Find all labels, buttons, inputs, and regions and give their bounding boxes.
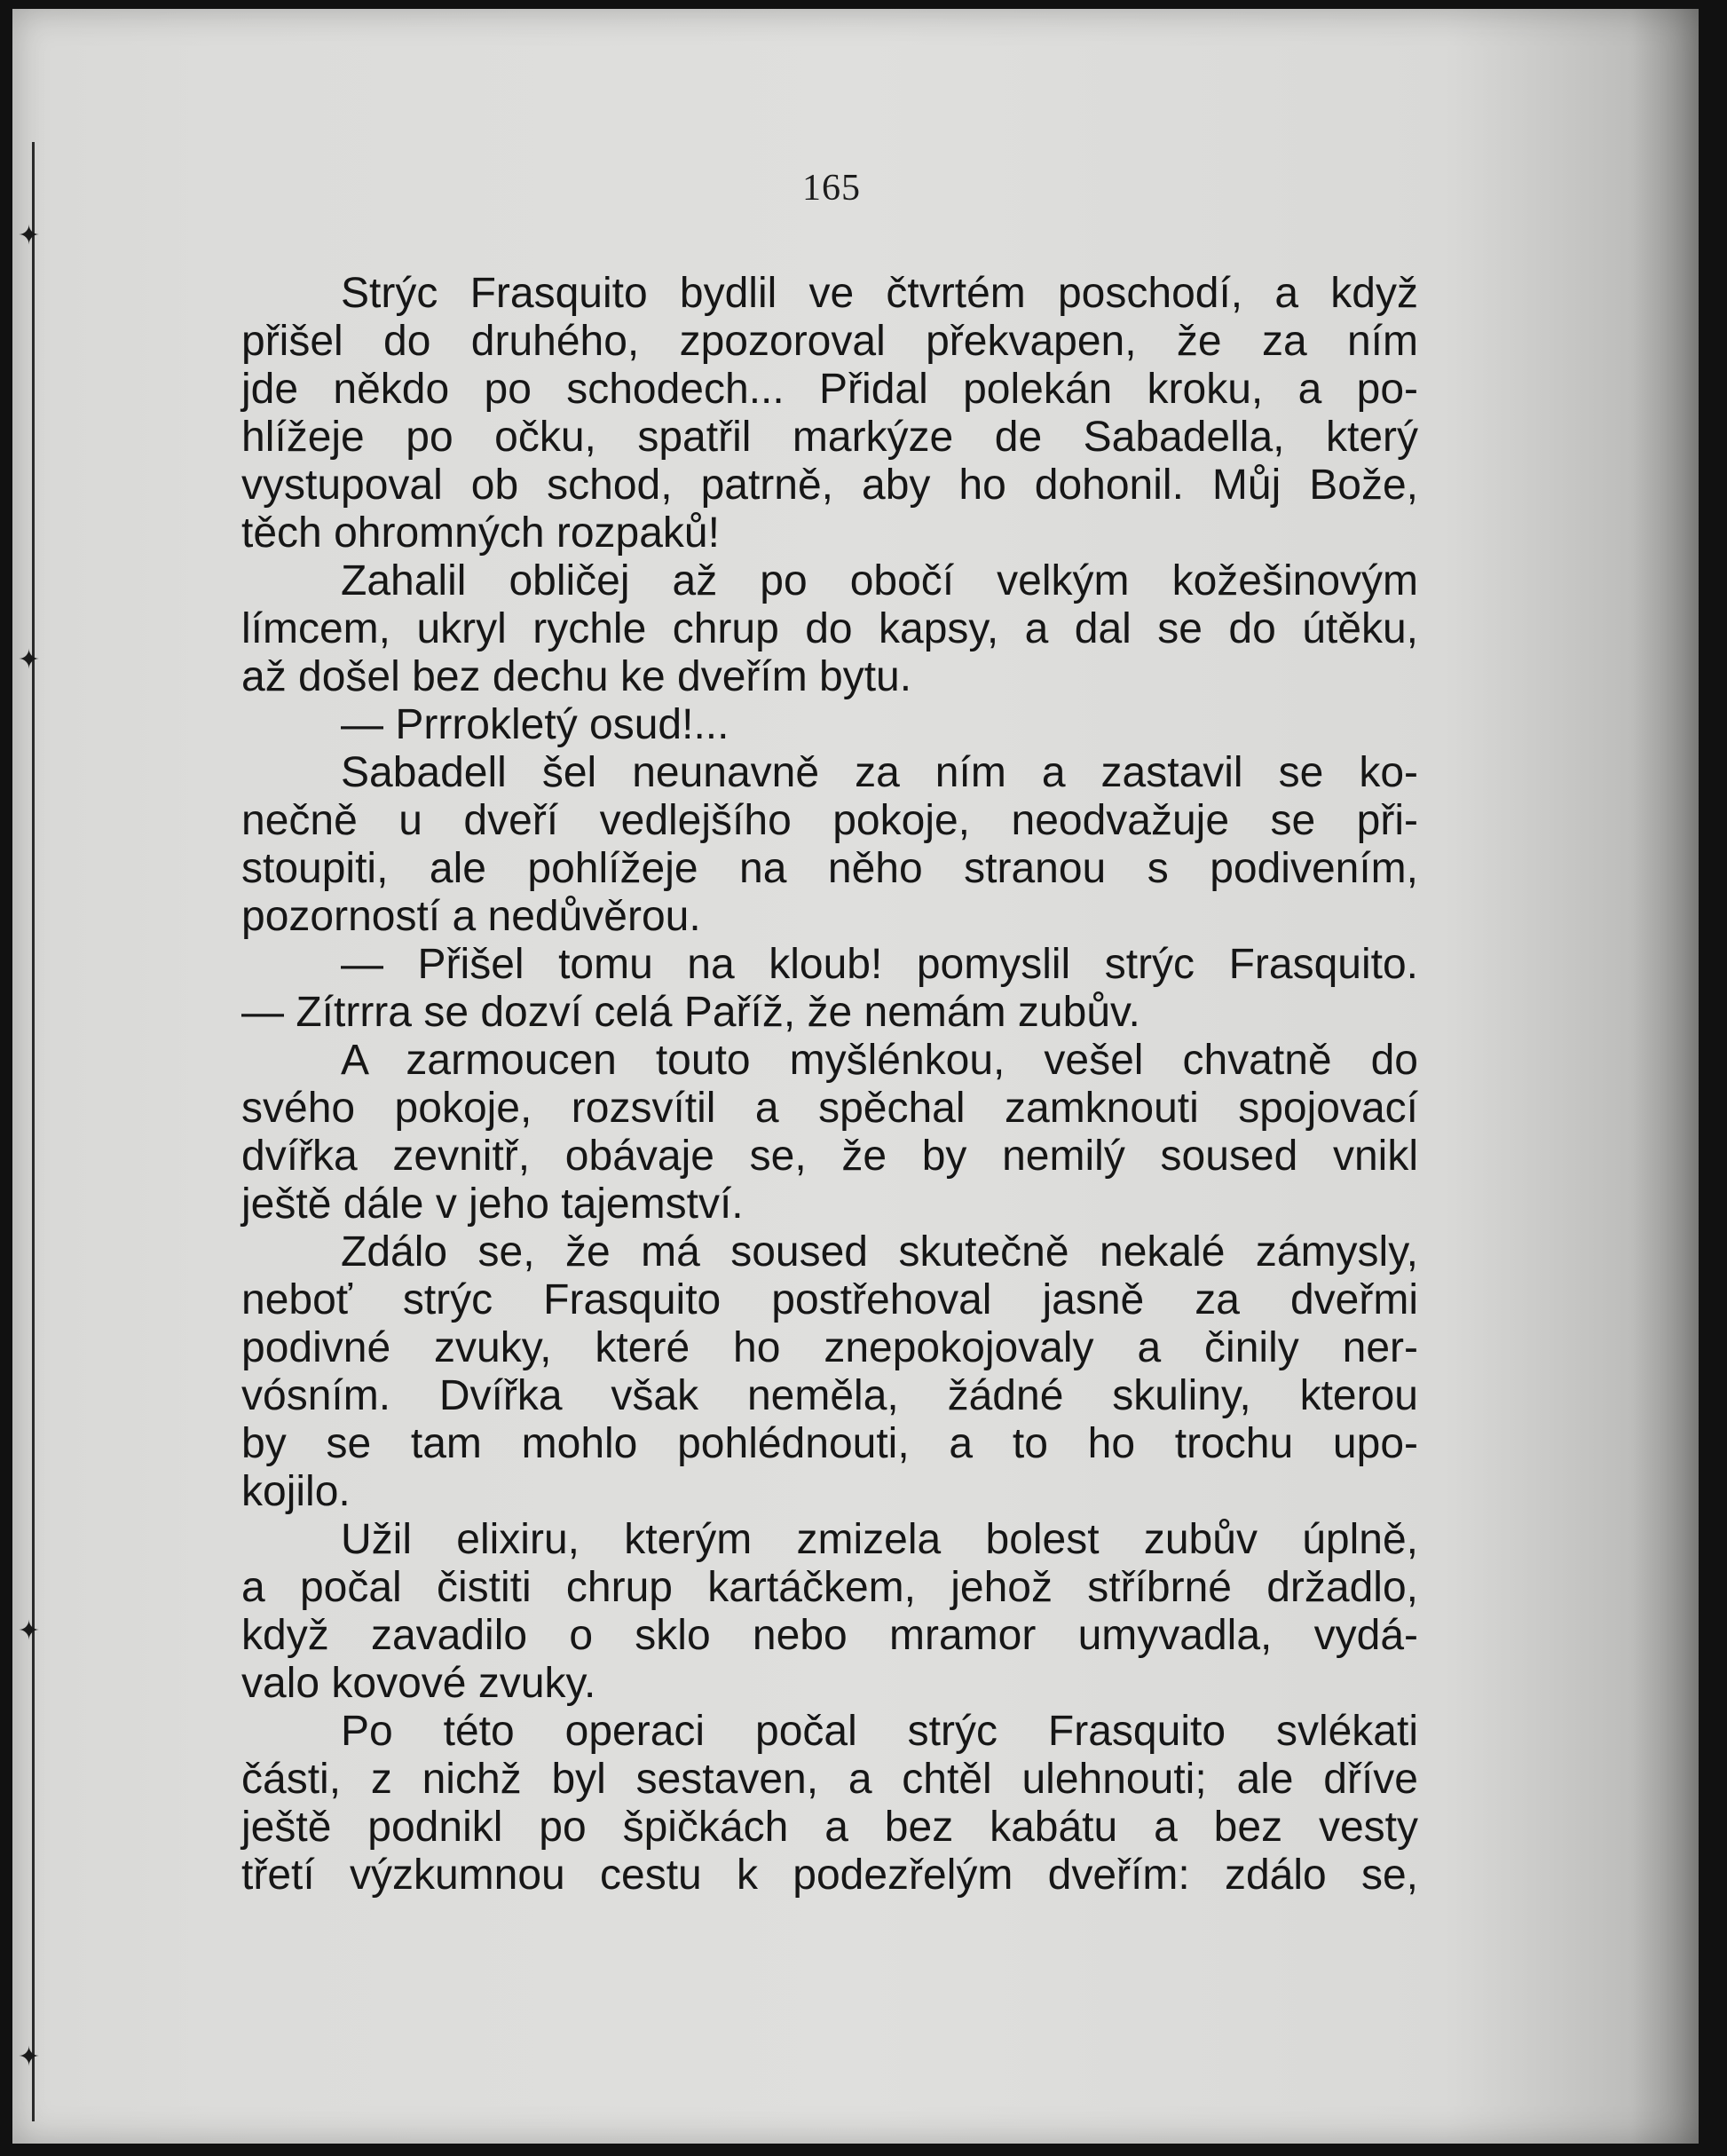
text-line: Užil elixiru, kterým zmizela bolest zubův úplně, — [341, 1516, 1418, 1563]
text-line: vósním. Dvířka však neměla, žádné skuliny, kterou — [241, 1372, 1418, 1419]
text-line: hlížeje po očku, spatřil markýze de Sabadella, který — [241, 414, 1418, 461]
text-line: stoupiti, ale pohlížeje na něho stranou s podivením, — [241, 845, 1418, 892]
text-line: třetí výzkumnou cestu k podezřelým dveřím: zdálo se, — [241, 1852, 1418, 1899]
text-line: Strýc Frasquito bydlil ve čtvrtém poschodí, a když — [341, 270, 1418, 317]
text-line: těch ohromných rozpaků! — [241, 509, 720, 557]
text-line: límcem, ukryl rychle chrup do kapsy, a dal se do útěku, — [241, 605, 1418, 652]
text-line: když zavadilo o sklo nebo mramor umyvadla, vydá- — [241, 1612, 1418, 1659]
text-line: Po této operaci počal strýc Frasquito svlékati — [341, 1708, 1418, 1755]
text-line: Sabadell šel neunavně za ním a zastavil se ko- — [341, 749, 1418, 796]
text-line: — Zítrrra se dozví celá Paříž, že nemám zubův. — [241, 989, 1140, 1036]
text-line: a počal čistiti chrup kartáčkem, jehož stříbrné držadlo, — [241, 1564, 1418, 1611]
text-line: by se tam mohlo pohlédnouti, a to ho trochu upo- — [241, 1420, 1418, 1467]
text-line: vystupoval ob schod, patrně, aby ho dohonil. Můj Bože, — [241, 462, 1418, 509]
text-line: ještě dále v jeho tajemství. — [241, 1181, 744, 1228]
body-text — [241, 270, 1418, 1899]
binding-stitch-icon: ✦ — [18, 644, 41, 675]
text-line: A zarmoucen touto myšlénkou, vešel chvatně do — [341, 1037, 1418, 1084]
binding-stitch-icon: ✦ — [18, 1615, 41, 1647]
binding-thread — [32, 142, 35, 2121]
text-line: dvířka zevnitř, obávaje se, že by nemilý soused vnikl — [241, 1133, 1418, 1180]
text-line: neboť strýc Frasquito postřehoval jasně za dveřmi — [241, 1276, 1418, 1323]
text-line: podivné zvuky, které ho znepokojovaly a činily ner- — [241, 1324, 1418, 1371]
text-line: přišel do druhého, zpozoroval překvapen, že za ním — [241, 318, 1418, 365]
text-line: ještě podnikl po špičkách a bez kabátu a bez vesty — [241, 1804, 1418, 1851]
text-line: svého pokoje, rozsvítil a spěchal zamknouti spojovací — [241, 1085, 1418, 1132]
binding-stitch-icon: ✦ — [18, 2041, 41, 2073]
text-line: části, z nichž byl sestaven, a chtěl ulehnouti; ale dříve — [241, 1756, 1418, 1803]
text-line: — Přišel tomu na kloub! pomyslil strýc Frasquito. — [341, 941, 1418, 988]
text-line: valo kovové zvuky. — [241, 1660, 596, 1707]
text-line: nečně u dveří vedlejšího pokoje, neodvažuje se při- — [241, 797, 1418, 844]
page-number: 165 — [802, 168, 861, 209]
binding-stitch-icon: ✦ — [18, 220, 41, 251]
text-line: kojilo. — [241, 1468, 351, 1515]
text-line: pozorností a nedůvěrou. — [241, 893, 701, 940]
text-line: Zdálo se, že má soused skutečně nekalé zámysly, — [341, 1228, 1418, 1275]
text-line: — Prrrokletý osud!... — [341, 701, 729, 748]
text-line: až došel bez dechu ke dveřím bytu. — [241, 653, 912, 700]
text-line: jde někdo po schodech... Přidal polekán kroku, a po- — [241, 366, 1418, 413]
book-page — [12, 9, 1699, 2144]
text-line: Zahalil obličej až po obočí velkým kožešinovým — [341, 557, 1418, 604]
